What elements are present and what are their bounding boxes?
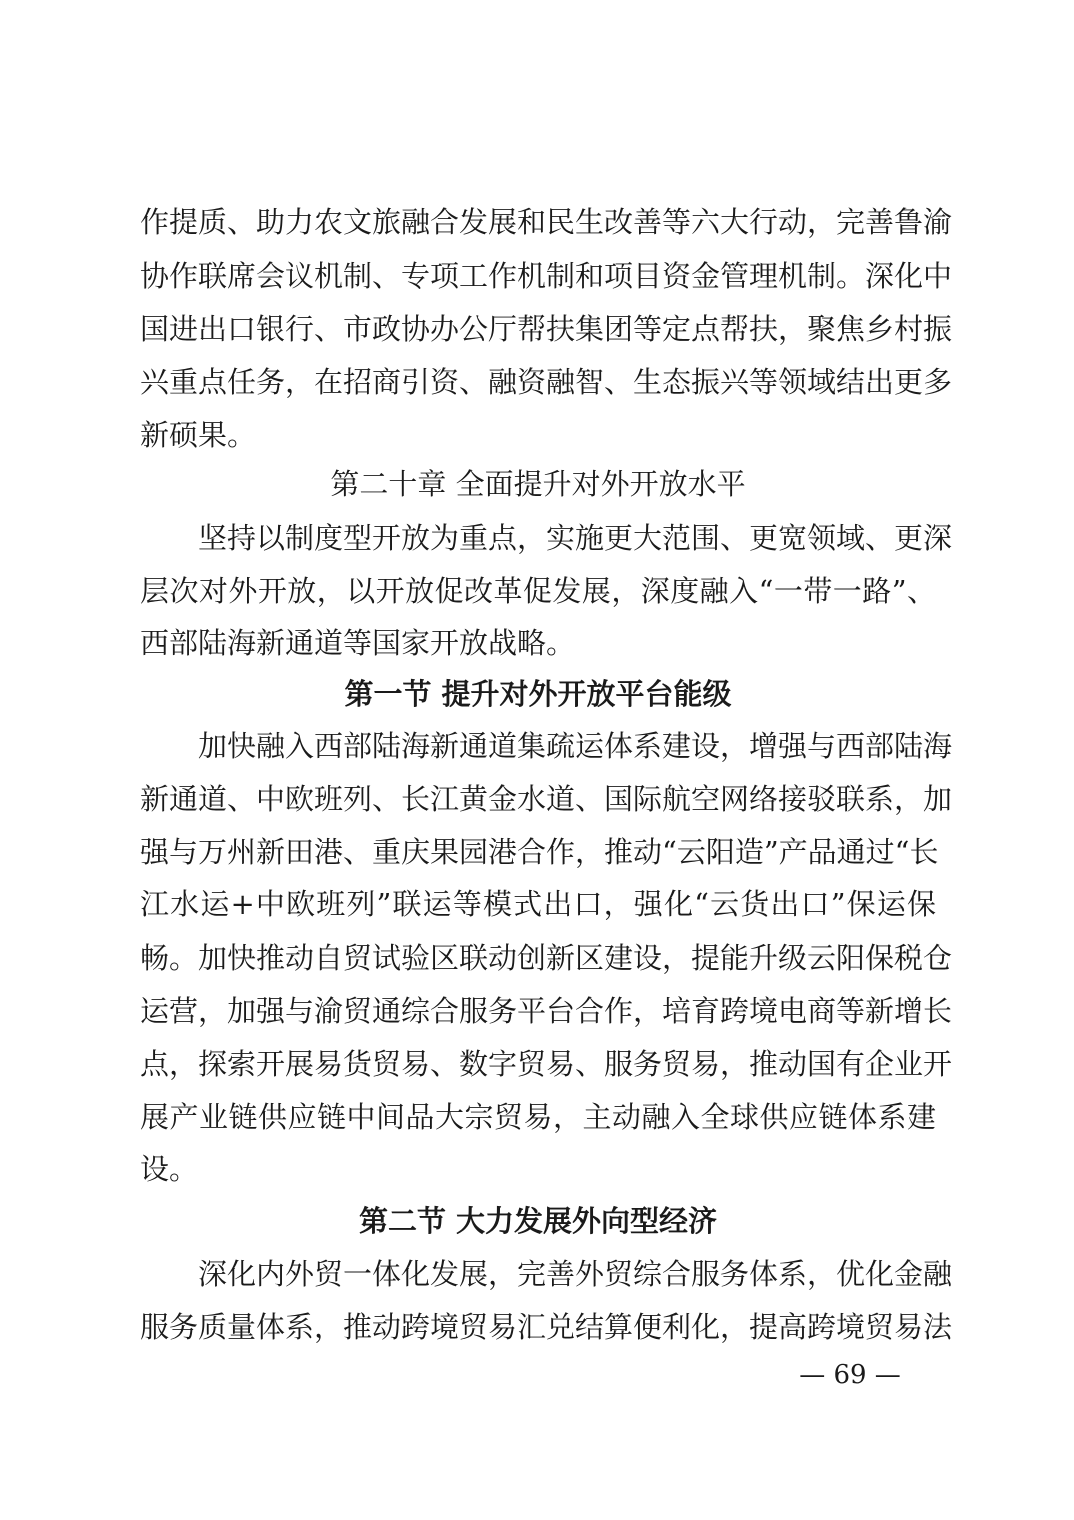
- body-line: 新硕果。: [140, 418, 257, 452]
- body-line: 深化内外贸一体化发展，完善外贸综合服务体系，优化金融: [198, 1257, 953, 1291]
- body-line: 设。: [140, 1152, 199, 1186]
- page-number: — 69 —: [799, 1360, 901, 1390]
- body-line: 点，探索开展易货贸易、数字贸易、服务贸易，推动国有企业开: [140, 1047, 953, 1081]
- section-heading: 第二节 大力发展外向型经济: [358, 1204, 718, 1238]
- body-line: 运营，加强与渝贸通综合服务平台合作，培育跨境电商等新增长: [140, 994, 953, 1028]
- body-line: 强与万州新田港、重庆果园港合作，推动“云阳造”产品通过“长: [140, 835, 939, 869]
- body-line: 江水运+中欧班列”联运等模式出口，强化“云货出口”保运保: [140, 887, 936, 921]
- body-line: 展产业链供应链中间品大宗贸易，主动融入全球供应链体系建: [140, 1100, 936, 1134]
- body-line: 协作联席会议机制、专项工作机制和项目资金管理机制。深化中: [140, 259, 953, 293]
- chapter-heading: 第二十章 全面提升对外开放水平: [330, 467, 746, 501]
- body-line: 新通道、中欧班列、长江黄金水道、国际航空网络接驳联系，加: [140, 782, 953, 816]
- body-line: 加快融入西部陆海新通道集疏运体系建设，增强与西部陆海: [198, 729, 953, 763]
- body-line: 国进出口银行、市政协办公厅帮扶集团等定点帮扶，聚焦乡村振: [140, 312, 953, 346]
- body-line: 畅。加快推动自贸试验区联动创新区建设，提能升级云阳保税仓: [140, 941, 953, 975]
- body-line: 西部陆海新通道等国家开放战略。: [140, 626, 576, 660]
- body-line: 坚持以制度型开放为重点，实施更大范围、更宽领域、更深: [198, 521, 953, 555]
- body-line: 服务质量体系，推动跨境贸易汇兑结算便利化，提高跨境贸易法: [140, 1310, 953, 1344]
- section-heading: 第一节 提升对外开放平台能级: [344, 677, 732, 711]
- body-line: 兴重点任务，在招商引资、融资融智、生态振兴等领域结出更多: [140, 365, 953, 399]
- body-line: 层次对外开放，以开放促改革促发展，深度融入“一带一路”、: [140, 574, 936, 608]
- body-line: 作提质、助力农文旅融合发展和民生改善等六大行动，完善鲁渝: [140, 205, 953, 239]
